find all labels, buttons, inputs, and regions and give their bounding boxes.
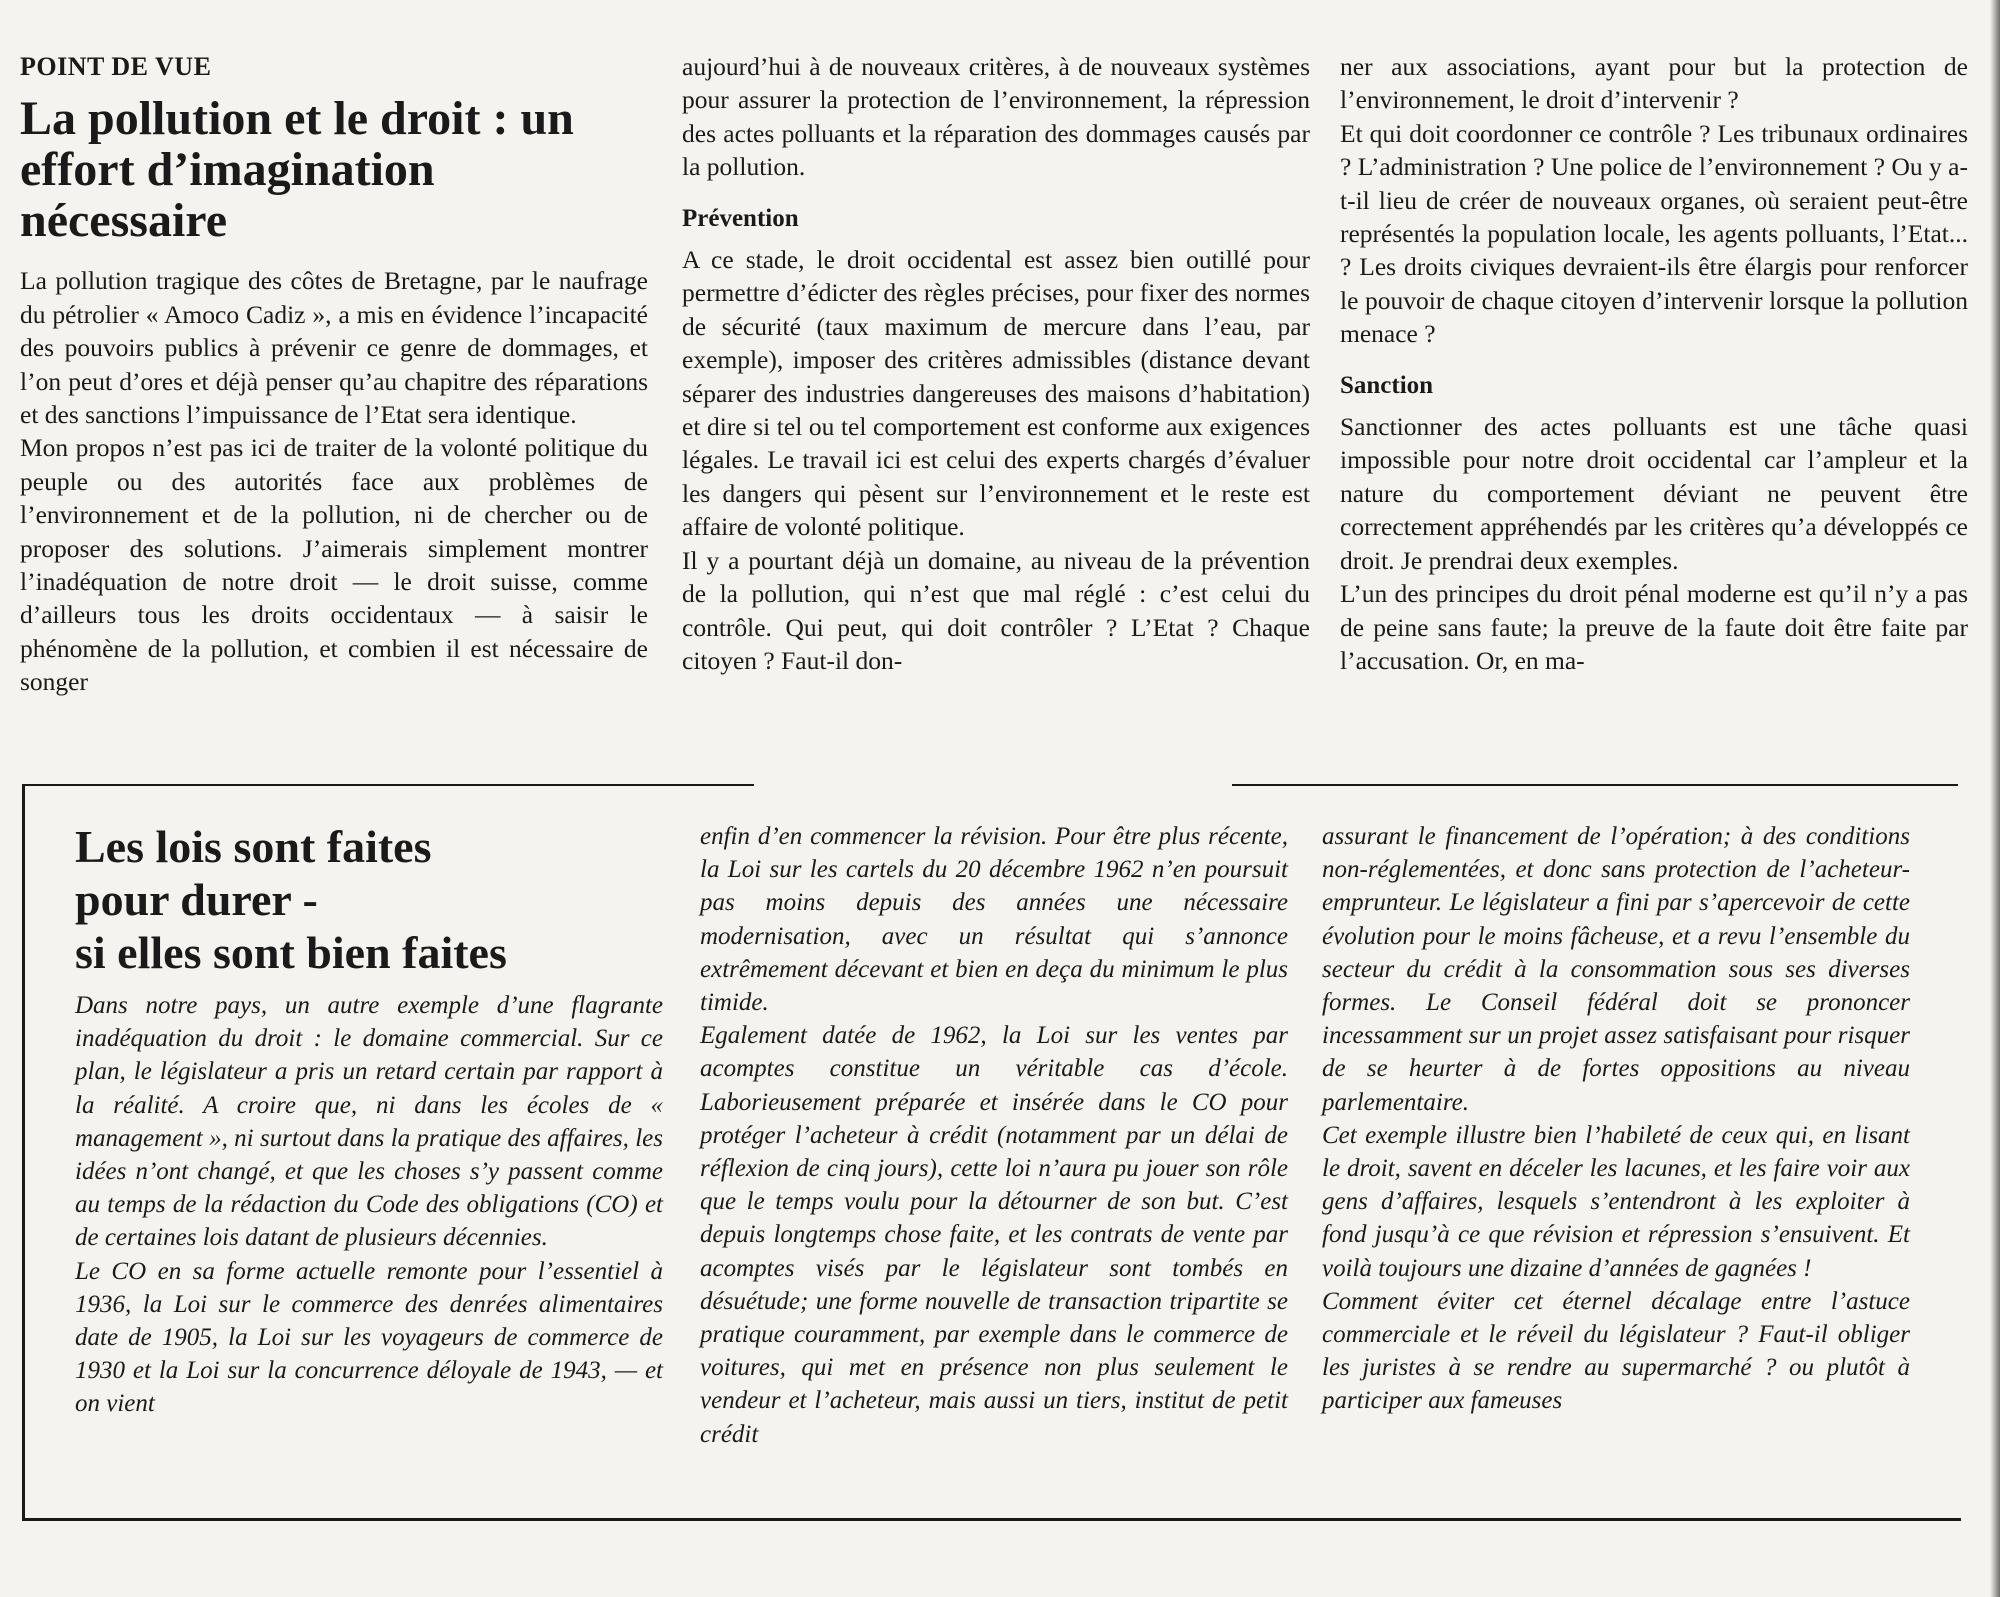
box-paragraph: Le CO en sa forme actuelle remonte pour l’essentiel à 1936, la Loi sur le commerce des denrées alimentaires date de 1905, la Loi sur les voyageurs de commerce de 1930 et la Loi sur la concurrence déloyale de 1943, — et on vient <box>75 1257 663 1418</box>
subheading-prevention: Prévention <box>682 204 799 232</box>
section-kicker: POINT DE VUE <box>20 52 212 81</box>
article-column-2 <box>682 50 1310 677</box>
box-headline-line: si elles sont bien faites <box>75 927 507 978</box>
article-paragraph: La pollution tragique des côtes de Bretagne, par le naufrage du pétrolier « Amoco Cadiz », a mis en évidence l’incapacité des pouvoirs publics à prévenir ce genre de dommages, et l’on peut d’ores et déjà penser qu’au chapitre des réparations et des sanctions l’impuissance de l’Etat sera identique. <box>20 266 648 430</box>
article-paragraph: Il y a pourtant déjà un domaine, au niveau de la prévention de la pollution, qui n’est que mal réglé : c’est celui du contrôle. Qui peut, qui doit contrôler ? L’Etat ? Chaque citoyen ? Faut-il don- <box>682 545 1310 675</box>
box-paragraph: enfin d’en commencer la révision. Pour être plus récente, la Loi sur les cartels du 20 décembre 1962 n’en poursuit pas moins depuis des années une nécessaire modernisation, avec un résultat qui s’annonce extrêmement décevant et bien en deça du minimum le plus timide. <box>700 823 1288 1017</box>
box-column-1 <box>75 820 663 1421</box>
article-paragraph: Et qui doit coordonner ce contrôle ? Les tribunaux ordinaires ? L’administration ? Une police de l’environnement ? Ou y a-t-il lieu de créer de nouveaux organes, où seraient peut-être représentés la population locale, les agents polluants, l’Etat... ? Les droits civiques devraient-ils être élargis pour renforcer le pouvoir de chaque citoyen d’intervenir lorsque la pollution menace ? <box>1340 118 1968 349</box>
box-column-3 <box>1322 820 1910 1418</box>
article-column-1 <box>20 50 648 699</box>
article-paragraph: aujourd’hui à de nouveaux critères, à de nouveaux systèmes pour assurer la protection de l’environnement, la répression des actes polluants et la réparation des dommages causés par la pollution. <box>682 52 1310 182</box>
box-paragraph: Egalement datée de 1962, la Loi sur les ventes par acomptes constitue un véritable cas d’école. Laborieusement préparée et insérée dans le CO pour protéger l’acheteur à crédit (notamment par un délai de réflexion de cinq jours), cette loi n’aura pu jouer son rôle que le temps voulu pour la détourner de son but. C’est depuis longtemps chose faite, et les contrats de vente par acomptes visés par le législateur sont tombés en désuétude; une forme nouvelle de transaction tripartite se pratique couramment, par exemple dans le commerce de voitures, qui met en présence non plus seulement le vendeur et l’acheteur, mais aussi un tiers, institut de petit crédit <box>700 1022 1288 1448</box>
article-paragraph: A ce stade, le droit occidental est assez bien outillé pour permettre d’édicter des règles précises, pour fixer des normes de sécurité (taux maximum de mercure dans l’eau, par exemple), imposer des critères admissibles (distance devant séparer des industries dangereuses des maisons d’habitation) et dire si tel ou tel comportement est conforme aux exigences légales. Le travail ici est celui des experts chargés d’évaluer les dangers qui pèsent sur l’environnement et le reste est affaire de volonté politique. <box>682 245 1310 542</box>
box-headline <box>75 820 663 979</box>
page-edge-shadow <box>1990 0 2000 1597</box>
box-headline-line: pour durer - <box>75 874 318 925</box>
box-paragraph: Comment éviter cet éternel décalage entre l’astuce commerciale et le réveil du législateur ? Faut-il obliger les juristes à se rendre au supermarché ? ou plutôt à participer aux fameuses <box>1322 1287 1910 1415</box>
box-paragraph: Cet exemple illustre bien l’habileté de ceux qui, en lisant le droit, savent en déceler les lacunes, et les faire voir aux gens d’affaires, lesquels s’entendront à les exploiter à fond jusqu’à ce que révision et répression s’ensuivent. Et voilà toujours une dizaine d’années de gagnées ! <box>1322 1121 1910 1282</box>
article-paragraph: Sanctionner des actes polluants est une tâche quasi impossible pour notre droit occidental car l’ampleur et la nature du comportement déviant ne peuvent être correctement appréhendés par les critères qu’a développés ce droit. Je prendrai deux exemples. <box>1340 412 1968 575</box>
article-column-3 <box>1340 50 1968 677</box>
article-paragraph: L’un des principes du droit pénal moderne est qu’il n’y a pas de peine sans faute; la preuve de la faute doit être faite par l’accusation. Or, en ma- <box>1340 579 1968 675</box>
box-paragraph: assurant le financement de l’opération; à des conditions non-réglementées, et donc sans protection de l’acheteur-emprunteur. Le législateur a fini par s’apercevoir de cette évolution pour le moins fâcheuse, et a revu l’ensemble du secteur du crédit à la consommation sous ses diverses formes. Le Conseil fédéral doit se prononcer incessamment sur un projet assez satisfaisant pour risquer de se heurter à de fortes oppositions au niveau parlementaire. <box>1322 823 1910 1116</box>
box-paragraph: Dans notre pays, un autre exemple d’une flagrante inadéquation du droit : le domaine commercial. Sur ce plan, le législateur a pris un retard certain par rapport à la réalité. A croire que, ni dans les écoles de « management », ni surtout dans la pratique des affaires, les idées n’ont changé, et que les choses s’y passent comme au temps de la rédaction du Code des obligations (CO) et de certaines lois datant de plusieurs décennies. <box>75 992 663 1252</box>
box-column-2 <box>700 820 1288 1451</box>
article-paragraph: ner aux associations, ayant pour but la protection de l’environnement, le droit d’intervenir ? <box>1340 52 1968 115</box>
box-headline-line: Les lois sont faites <box>75 821 432 872</box>
article-paragraph: Mon propos n’est pas ici de traiter de la volonté politique du peuple ou des autorités face aux problèmes de l’environnement et de la pollution, ni de chercher ou de proposer des solutions. J’aimerais simplement montrer l’inadéquation de notre droit — le droit suisse, comme d’ailleurs tous les droits occidentaux — à saisir le phénomène de la pollution, et combien il est nécessaire de songer <box>20 433 648 697</box>
article-headline: La pollution et le droit : un effort d’imagination nécessaire <box>20 92 574 248</box>
subheading-sanction: Sanction <box>1340 371 1434 399</box>
